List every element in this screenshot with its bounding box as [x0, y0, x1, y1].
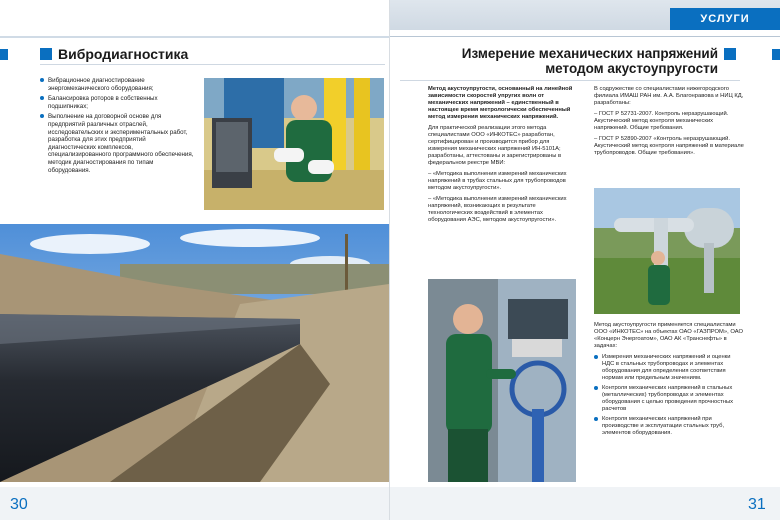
- list-item: Контроля механических напряжений при производстве и эксплуатации стальных труб, элементов оборудования.: [594, 416, 744, 437]
- list-item: Выполнение на договорной основе для предприятий различных отраслей, исследовательских и экспериментальных работ, разработка для этих предприятий диагностических комплексов, специализированного программного обеспечения, методик диагностирования по типам оборудования.: [40, 113, 195, 174]
- right-column-2-top: [594, 86, 744, 161]
- list-item: Балансировка роторов в собственных подшипниках;: [40, 95, 195, 110]
- standard-item: – ГОСТ Р 52731-2007. Контроль неразрушающий. Акустический метод контроля механических напряжений. Общие требования.: [594, 111, 729, 131]
- right-footer: [390, 487, 780, 520]
- left-top-band: [0, 0, 389, 36]
- tasks-bullet-list: [594, 354, 744, 437]
- bullet-icon: [40, 96, 44, 100]
- right-column-1: [428, 86, 578, 228]
- method-item: – «Методика выполнения измерений механических напряжений, возникающих в результате технологических воздействий в элементах оборудования АЭС, методом акустоупругости».: [428, 196, 567, 223]
- left-top-strip: [0, 36, 389, 38]
- right-header-rule: [390, 36, 780, 37]
- page-title-right: Измерение механических напряжений методом акустоупругости: [461, 46, 718, 76]
- page-number-right: 31: [748, 496, 766, 513]
- left-title-marker: [40, 48, 52, 60]
- right-title-marker: [724, 48, 736, 60]
- list-item: Контроля механических напряжений в стальных (металлических) трубопроводах и элементах оборудования с целью проведения прочностных расчетов: [594, 385, 744, 413]
- bullet-icon: [594, 355, 598, 359]
- page-number-left: 30: [10, 496, 28, 513]
- page-title-left: Вибродиагностика: [58, 46, 189, 62]
- bullet-icon: [594, 417, 598, 421]
- body-paragraph: Для практической реализации этого метода специалистами ООО «ИНКОТЕС» разработан, сертифицирован и производится прибор для измерения механических напряжений ИН-5101А; разработаны, аттестованы и зарегистрированы в федеральном реестре МВИ:: [428, 125, 562, 166]
- right-title-rule: [400, 80, 740, 81]
- body-paragraph: Метод акустоупругости применяется специалистами ООО «ИНКОТЕС» на объектах ОАО «ГАЗПРОМ», ОАО «Концерн Энергоатом», ОАО АК «Транснефть» в задачах:: [594, 322, 743, 349]
- left-title-rule: [40, 64, 385, 65]
- left-footer: [0, 487, 389, 520]
- list-item: Измерения механических напряжений и оценки НДС в стальных трубопроводах и элементах оборудования для определения соответствия нормам или предельным значениям.: [594, 354, 744, 382]
- right-column-2-bottom: [594, 322, 744, 440]
- method-item: – «Методика выполнения измерений механических напряжений в трубах стальных для трубопроводов методом акустоупругости».: [428, 171, 567, 191]
- left-edge-marker: [0, 49, 8, 60]
- vibration-technician-photo: [204, 78, 384, 210]
- valve-technician-photo: [428, 279, 576, 482]
- standard-item: – ГОСТ Р 52890-2007 «Контроль неразрушающий. Акустический метод контроля напряжений в материале трубопроводов. Общие требования».: [594, 136, 744, 156]
- intro-paragraph: Метод акустоупругости, основанный на линейной зависимости скоростей упругих волн от механических напряжений – единственный в настоящее время метрологически обеспеченный метод измерения механических напряжений.: [428, 86, 573, 120]
- bullet-icon: [594, 386, 598, 390]
- equipment-pipes-photo: [594, 188, 740, 314]
- list-item: Вибрационное диагностирование энергомеханического оборудования;: [40, 77, 195, 92]
- book-spine: [389, 0, 390, 520]
- right-edge-marker: [772, 49, 780, 60]
- section-tab: УСЛУГИ: [670, 8, 780, 30]
- bullet-icon: [40, 114, 44, 118]
- pipeline-trench-photo: [0, 224, 389, 482]
- bullet-icon: [40, 78, 44, 82]
- left-bullet-list: [40, 77, 195, 177]
- body-paragraph: В содружестве со специалистами нижегородского филиала ИМАШ РАН им. А.А. Благонравова и НИЦ КД, разработаны:: [594, 86, 744, 106]
